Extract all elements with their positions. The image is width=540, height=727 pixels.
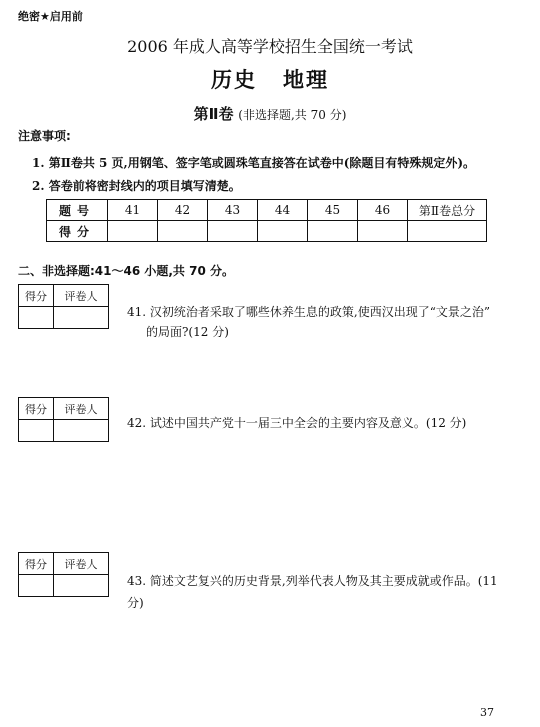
- grader-score-cell[interactable]: [19, 307, 54, 329]
- grader-box-q42: [18, 397, 109, 442]
- question-41-text-cont: 的局面?(12 分): [146, 325, 229, 339]
- question-41-text: 41. 汉初统治者采取了哪些休养生息的政策,使西汉出现了“文景之治”: [127, 305, 490, 319]
- score-cell[interactable]: [208, 221, 258, 242]
- notes-title: 注意事项:: [18, 129, 71, 143]
- volume-heading: [0, 103, 540, 124]
- score-table-header-row: [47, 200, 487, 221]
- score-cell[interactable]: [108, 221, 158, 242]
- confidential-label: 绝密★启用前: [18, 10, 83, 23]
- volume-total-header: 第Ⅱ卷总分: [408, 200, 487, 221]
- score-row-header: 得分: [47, 221, 108, 242]
- subject-history: 历史: [211, 68, 257, 92]
- volume-note: (非选择题,共 70 分): [238, 108, 347, 122]
- grader-box-q43: [18, 552, 109, 597]
- question-number-cell: 45: [308, 200, 358, 221]
- score-cell[interactable]: [308, 221, 358, 242]
- question-43-text: 43. 简述文艺复兴的历史背景,列举代表人物及其主要成就或作品。(11: [127, 574, 498, 588]
- note-item: 1. 第Ⅱ卷共 5 页,用钢笔、签字笔或圆珠笔直接答在试卷中(除题目有特殊规定外)。: [32, 156, 476, 170]
- grader-score-label: 得分: [19, 285, 54, 307]
- volume-label: 第Ⅱ卷: [193, 105, 234, 123]
- grader-score-label: 得分: [19, 398, 54, 420]
- subject-geography: 地理: [283, 68, 329, 92]
- question-number-cell: 46: [358, 200, 408, 221]
- grader-score-cell[interactable]: [19, 575, 54, 597]
- grader-reviewer-label: 评卷人: [54, 553, 109, 575]
- page-number: 37: [480, 706, 494, 719]
- question-number-cell: 44: [258, 200, 308, 221]
- grader-reviewer-cell[interactable]: [54, 420, 109, 442]
- total-score-cell[interactable]: [408, 221, 487, 242]
- question-42-text: 42. 试述中国共产党十一届三中全会的主要内容及意义。(12 分): [127, 416, 467, 430]
- grader-reviewer-cell[interactable]: [54, 575, 109, 597]
- question-number-cell: 43: [208, 200, 258, 221]
- grader-reviewer-label: 评卷人: [54, 285, 109, 307]
- score-table-score-row: [47, 221, 487, 242]
- score-summary-table: [46, 199, 487, 242]
- grader-score-cell[interactable]: [19, 420, 54, 442]
- grader-reviewer-cell[interactable]: [54, 307, 109, 329]
- exam-title: 2006 年成人高等学校招生全国统一考试: [127, 37, 413, 56]
- score-cell[interactable]: [158, 221, 208, 242]
- section-title: 二、非选择题:41～46 小题,共 70 分。: [18, 264, 234, 278]
- question-43-text-cont: 分): [127, 596, 144, 610]
- question-number-cell: 42: [158, 200, 208, 221]
- note-item: 2. 答卷前将密封线内的项目填写清楚。: [32, 179, 241, 193]
- score-cell[interactable]: [358, 221, 408, 242]
- grader-box-q41: [18, 284, 109, 329]
- grader-reviewer-label: 评卷人: [54, 398, 109, 420]
- score-cell[interactable]: [258, 221, 308, 242]
- grader-score-label: 得分: [19, 553, 54, 575]
- subject-title: [0, 64, 540, 94]
- question-number-header: 题号: [47, 200, 108, 221]
- question-number-cell: 41: [108, 200, 158, 221]
